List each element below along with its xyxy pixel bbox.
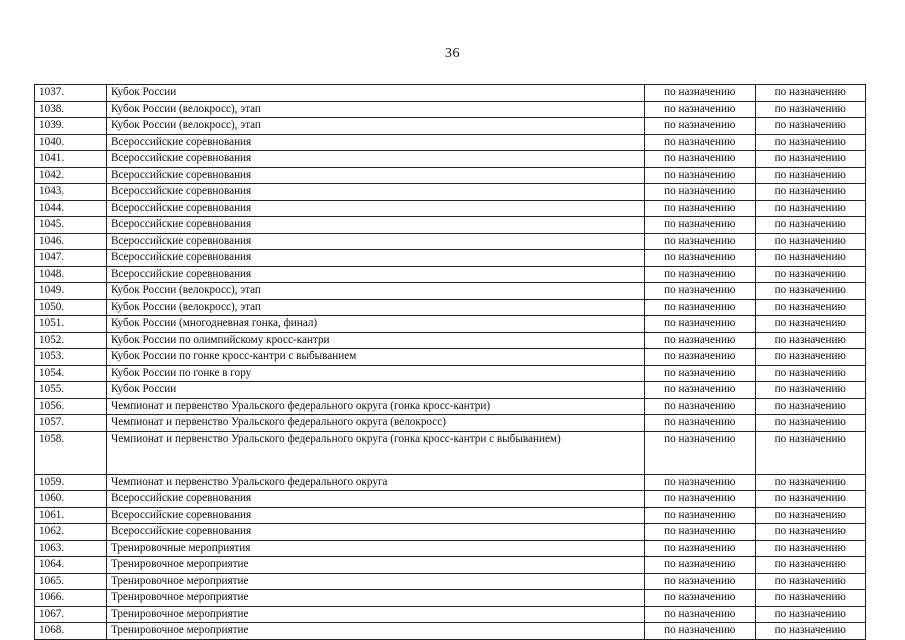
executor-cell: по назначению bbox=[645, 573, 755, 590]
table-row bbox=[35, 233, 866, 250]
funding-cell: по назначению bbox=[755, 398, 866, 415]
row-number: 1064. bbox=[35, 557, 107, 574]
table-row bbox=[35, 332, 866, 349]
table-row bbox=[35, 85, 866, 102]
table-row bbox=[35, 167, 866, 184]
event-name: Всероссийские соревнования bbox=[106, 200, 644, 217]
funding-cell: по назначению bbox=[755, 184, 866, 201]
funding-cell: по назначению bbox=[755, 590, 866, 607]
funding-cell: по назначению bbox=[755, 431, 866, 474]
table-row bbox=[35, 118, 866, 135]
executor-cell: по назначению bbox=[645, 184, 755, 201]
row-number: 1046. bbox=[35, 233, 107, 250]
event-name: Кубок России по гонке кросс-кантри с выбыванием bbox=[106, 349, 644, 366]
funding-cell: по назначению bbox=[755, 491, 866, 508]
event-name: Всероссийские соревнования bbox=[106, 233, 644, 250]
event-name: Чемпионат и первенство Уральского федерального округа (гонка кросс-кантри с выбыванием) bbox=[106, 431, 644, 474]
funding-cell: по назначению bbox=[755, 573, 866, 590]
event-name: Всероссийские соревнования bbox=[106, 266, 644, 283]
executor-cell: по назначению bbox=[645, 316, 755, 333]
executor-cell: по назначению bbox=[645, 540, 755, 557]
funding-cell: по назначению bbox=[755, 623, 866, 640]
event-name: Всероссийские соревнования bbox=[106, 524, 644, 541]
funding-cell: по назначению bbox=[755, 507, 866, 524]
table-row bbox=[35, 491, 866, 508]
table-row bbox=[35, 524, 866, 541]
event-name: Тренировочные мероприятия bbox=[106, 540, 644, 557]
executor-cell: по назначению bbox=[645, 365, 755, 382]
row-number: 1056. bbox=[35, 398, 107, 415]
funding-cell: по назначению bbox=[755, 474, 866, 491]
row-number: 1055. bbox=[35, 382, 107, 399]
event-name: Чемпионат и первенство Уральского федерального округа (гонка кросс-кантри) bbox=[106, 398, 644, 415]
funding-cell: по назначению bbox=[755, 382, 866, 399]
table-row bbox=[35, 431, 866, 474]
table-row bbox=[35, 474, 866, 491]
event-name: Кубок России bbox=[106, 85, 644, 102]
funding-cell: по назначению bbox=[755, 299, 866, 316]
executor-cell: по назначению bbox=[645, 398, 755, 415]
row-number: 1049. bbox=[35, 283, 107, 300]
table-row bbox=[35, 415, 866, 432]
funding-cell: по назначению bbox=[755, 524, 866, 541]
executor-cell: по назначению bbox=[645, 524, 755, 541]
event-name: Кубок России bbox=[106, 382, 644, 399]
row-number: 1060. bbox=[35, 491, 107, 508]
executor-cell: по назначению bbox=[645, 431, 755, 474]
table-row bbox=[35, 623, 866, 640]
event-name: Чемпионат и первенство Уральского федерального округа bbox=[106, 474, 644, 491]
executor-cell: по назначению bbox=[645, 507, 755, 524]
funding-cell: по назначению bbox=[755, 365, 866, 382]
funding-cell: по назначению bbox=[755, 266, 866, 283]
event-name: Кубок России (велокросс), этап bbox=[106, 101, 644, 118]
row-number: 1068. bbox=[35, 623, 107, 640]
executor-cell: по назначению bbox=[645, 217, 755, 234]
row-number: 1053. bbox=[35, 349, 107, 366]
table-row bbox=[35, 250, 866, 267]
row-number: 1065. bbox=[35, 573, 107, 590]
row-number: 1057. bbox=[35, 415, 107, 432]
table-row bbox=[35, 134, 866, 151]
funding-cell: по назначению bbox=[755, 349, 866, 366]
table-row bbox=[35, 507, 866, 524]
event-name: Всероссийские соревнования bbox=[106, 217, 644, 234]
event-name: Всероссийские соревнования bbox=[106, 167, 644, 184]
table-row bbox=[35, 590, 866, 607]
executor-cell: по назначению bbox=[645, 332, 755, 349]
table-row bbox=[35, 398, 866, 415]
funding-cell: по назначению bbox=[755, 283, 866, 300]
row-number: 1058. bbox=[35, 431, 107, 474]
table-row bbox=[35, 573, 866, 590]
table-row bbox=[35, 101, 866, 118]
row-number: 1047. bbox=[35, 250, 107, 267]
event-name: Всероссийские соревнования bbox=[106, 134, 644, 151]
event-name: Чемпионат и первенство Уральского федерального округа (велокросс) bbox=[106, 415, 644, 432]
table-row bbox=[35, 365, 866, 382]
funding-cell: по назначению bbox=[755, 200, 866, 217]
funding-cell: по назначению bbox=[755, 557, 866, 574]
funding-cell: по назначению bbox=[755, 118, 866, 135]
funding-cell: по назначению bbox=[755, 167, 866, 184]
events-table-body bbox=[35, 85, 866, 640]
event-name: Всероссийские соревнования bbox=[106, 250, 644, 267]
row-number: 1037. bbox=[35, 85, 107, 102]
row-number: 1062. bbox=[35, 524, 107, 541]
event-name: Тренировочное мероприятие bbox=[106, 606, 644, 623]
event-name: Кубок России (велокросс), этап bbox=[106, 299, 644, 316]
table-row bbox=[35, 382, 866, 399]
executor-cell: по назначению bbox=[645, 134, 755, 151]
executor-cell: по назначению bbox=[645, 85, 755, 102]
table-row bbox=[35, 283, 866, 300]
event-name: Тренировочное мероприятие bbox=[106, 590, 644, 607]
row-number: 1043. bbox=[35, 184, 107, 201]
executor-cell: по назначению bbox=[645, 623, 755, 640]
event-name: Тренировочное мероприятие bbox=[106, 557, 644, 574]
page-number: 36 bbox=[445, 46, 460, 61]
row-number: 1044. bbox=[35, 200, 107, 217]
row-number: 1050. bbox=[35, 299, 107, 316]
table-row bbox=[35, 606, 866, 623]
executor-cell: по назначению bbox=[645, 151, 755, 168]
row-number: 1059. bbox=[35, 474, 107, 491]
table-row bbox=[35, 184, 866, 201]
funding-cell: по назначению bbox=[755, 250, 866, 267]
event-name: Всероссийские соревнования bbox=[106, 491, 644, 508]
event-name: Всероссийские соревнования bbox=[106, 184, 644, 201]
row-number: 1042. bbox=[35, 167, 107, 184]
row-number: 1039. bbox=[35, 118, 107, 135]
executor-cell: по назначению bbox=[645, 167, 755, 184]
row-number: 1038. bbox=[35, 101, 107, 118]
executor-cell: по назначению bbox=[645, 491, 755, 508]
executor-cell: по назначению bbox=[645, 266, 755, 283]
row-number: 1051. bbox=[35, 316, 107, 333]
table-row bbox=[35, 316, 866, 333]
row-number: 1066. bbox=[35, 590, 107, 607]
executor-cell: по назначению bbox=[645, 382, 755, 399]
table-row bbox=[35, 217, 866, 234]
executor-cell: по назначению bbox=[645, 557, 755, 574]
funding-cell: по назначению bbox=[755, 332, 866, 349]
executor-cell: по назначению bbox=[645, 299, 755, 316]
event-name: Кубок России (велокросс), этап bbox=[106, 283, 644, 300]
executor-cell: по назначению bbox=[645, 606, 755, 623]
event-name: Кубок России по олимпийскому кросс-кантри bbox=[106, 332, 644, 349]
funding-cell: по назначению bbox=[755, 85, 866, 102]
row-number: 1041. bbox=[35, 151, 107, 168]
table-row bbox=[35, 540, 866, 557]
funding-cell: по назначению bbox=[755, 134, 866, 151]
table-row bbox=[35, 266, 866, 283]
funding-cell: по назначению bbox=[755, 233, 866, 250]
funding-cell: по назначению bbox=[755, 217, 866, 234]
row-number: 1045. bbox=[35, 217, 107, 234]
executor-cell: по назначению bbox=[645, 200, 755, 217]
event-name: Кубок России по гонке в гору bbox=[106, 365, 644, 382]
row-number: 1048. bbox=[35, 266, 107, 283]
executor-cell: по назначению bbox=[645, 101, 755, 118]
table-row bbox=[35, 200, 866, 217]
executor-cell: по назначению bbox=[645, 415, 755, 432]
event-name: Всероссийские соревнования bbox=[106, 151, 644, 168]
executor-cell: по назначению bbox=[645, 349, 755, 366]
executor-cell: по назначению bbox=[645, 233, 755, 250]
table-row bbox=[35, 151, 866, 168]
executor-cell: по назначению bbox=[645, 118, 755, 135]
funding-cell: по назначению bbox=[755, 151, 866, 168]
event-name: Всероссийские соревнования bbox=[106, 507, 644, 524]
event-name: Кубок России (велокросс), этап bbox=[106, 118, 644, 135]
table-row bbox=[35, 299, 866, 316]
row-number: 1040. bbox=[35, 134, 107, 151]
event-name: Кубок России (многодневная гонка, финал) bbox=[106, 316, 644, 333]
table-row bbox=[35, 349, 866, 366]
executor-cell: по назначению bbox=[645, 283, 755, 300]
funding-cell: по назначению bbox=[755, 101, 866, 118]
row-number: 1067. bbox=[35, 606, 107, 623]
events-table bbox=[34, 84, 866, 640]
funding-cell: по назначению bbox=[755, 540, 866, 557]
executor-cell: по назначению bbox=[645, 250, 755, 267]
table-row bbox=[35, 557, 866, 574]
row-number: 1052. bbox=[35, 332, 107, 349]
event-name: Тренировочное мероприятие bbox=[106, 573, 644, 590]
row-number: 1063. bbox=[35, 540, 107, 557]
event-name: Тренировочное мероприятие bbox=[106, 623, 644, 640]
funding-cell: по назначению bbox=[755, 316, 866, 333]
funding-cell: по назначению bbox=[755, 606, 866, 623]
executor-cell: по назначению bbox=[645, 474, 755, 491]
executor-cell: по назначению bbox=[645, 590, 755, 607]
funding-cell: по назначению bbox=[755, 415, 866, 432]
row-number: 1054. bbox=[35, 365, 107, 382]
row-number: 1061. bbox=[35, 507, 107, 524]
